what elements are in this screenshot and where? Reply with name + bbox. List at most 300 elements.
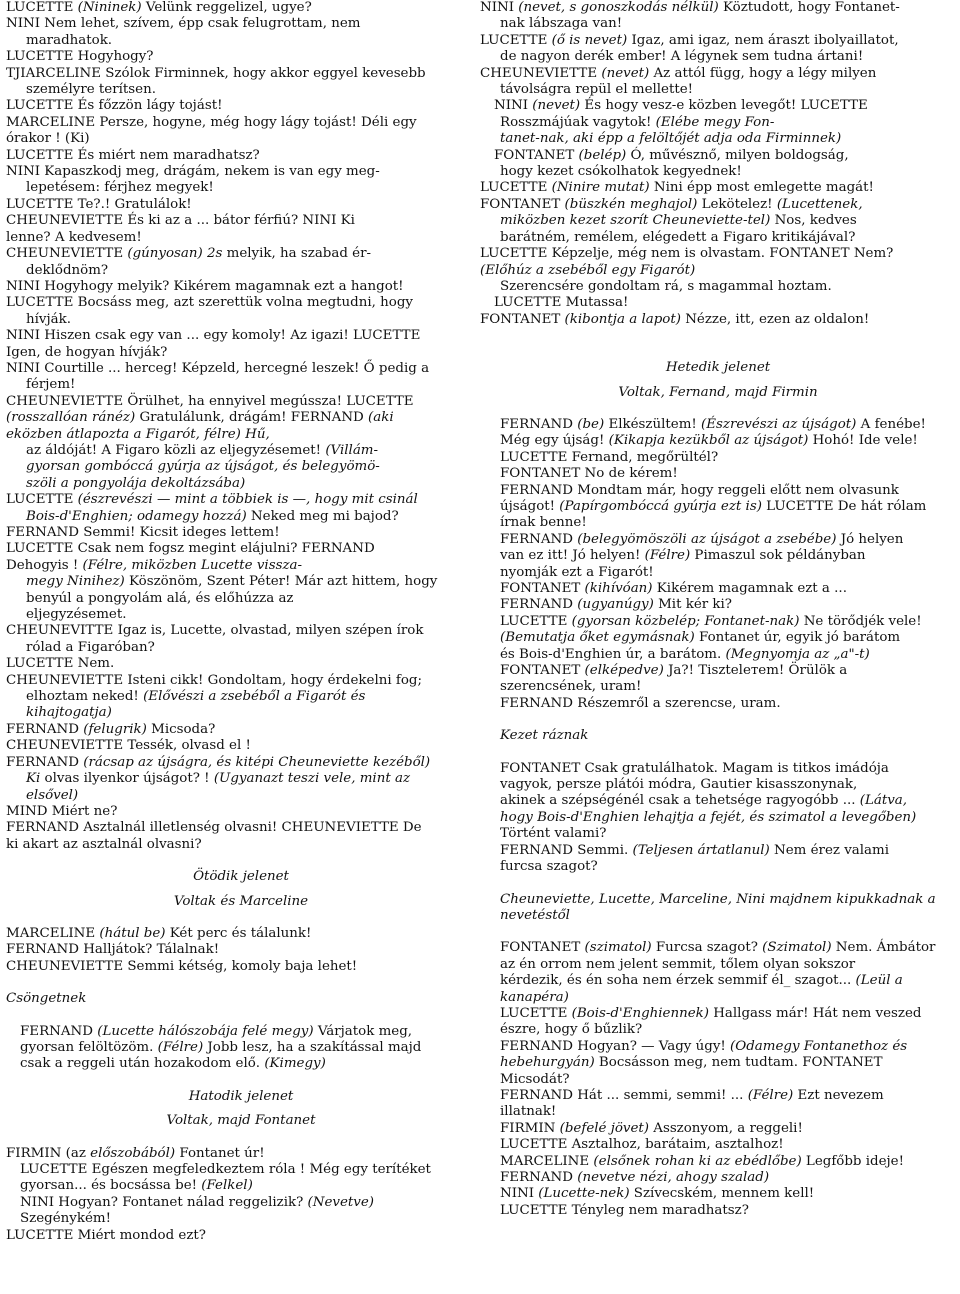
line-text: NINI Hiszen csak egy van ... egy komoly! Az igazi! LUCETTE <box>6 328 421 344</box>
line-text: nak lábszaga van! <box>500 16 623 32</box>
dialogue-line <box>480 433 956 449</box>
line-text: FONTANET Csak gratulálhatok. Magam is titkos imádója <box>500 760 889 776</box>
stage-direction: Csöngetnek <box>6 991 87 1007</box>
stage-direction: (belép) <box>578 147 627 163</box>
line-text: LUCETTE És főzzön lágy tojást! <box>6 98 223 114</box>
scene-heading <box>6 1113 476 1129</box>
line-text: hogy kezet csókolhatok kegyednek! <box>500 164 742 180</box>
line-text: CHEUNEVITTE Igaz is, Lucette, olvastad, milyen szépen írok <box>6 623 424 639</box>
dialogue-line <box>480 908 956 924</box>
line-text: LUCETTE És miért nem maradhatsz? <box>6 147 260 163</box>
line-text: újságot! <box>500 498 560 514</box>
dialogue-line <box>6 771 476 787</box>
stage-direction: Cheuneviette, Lucette, Marceline, Nini majdnem kipukkadnak a <box>500 891 936 907</box>
dialogue-line <box>480 49 956 65</box>
line-text: távolságra repül el mellette! <box>500 82 694 98</box>
stage-direction: eközben átlapozta a Figarót, félre) Hű, <box>6 426 270 442</box>
line-text: illatnak! <box>500 1104 557 1120</box>
dialogue-line <box>6 295 476 311</box>
line-text: FONTANET <box>480 196 565 212</box>
line-text: Pimaszul sok példányban <box>690 548 866 564</box>
dialogue-line <box>480 990 956 1006</box>
line-text: az én orrom nem jelent semmit, tőlem olyan sokszor <box>500 956 856 972</box>
line-text: NINI Hogyan? Fontanet nálad reggelizik? <box>20 1194 308 1210</box>
stage-direction: (Látva, <box>859 793 908 809</box>
stage-direction: (Félre) <box>747 1087 794 1103</box>
scene-heading <box>480 360 956 376</box>
line-text: furcsa szagot? <box>500 859 598 875</box>
dialogue-line <box>480 213 956 229</box>
line-text: deklődnöm? <box>26 262 109 278</box>
line-text: az áldóját! A Figaro közli az eljegyzésemet! <box>26 442 326 458</box>
spacer <box>480 344 956 360</box>
line-text: FERNAND <box>6 754 84 770</box>
line-text: Köszönöm, Szent Péter! Már azt hittem, hogy <box>124 574 438 590</box>
dialogue-line <box>480 246 956 262</box>
line-text: FERNAND Részemről a szerencse, uram. <box>500 695 781 711</box>
line-text: LUCETTE Nem. <box>6 656 115 672</box>
dialogue-line <box>480 1154 956 1170</box>
line-text: MIND Miért ne? <box>6 803 118 819</box>
spacer <box>480 924 956 940</box>
line-text: maradhatok. <box>26 32 113 48</box>
stage-direction: (Lucettenek, <box>776 196 863 212</box>
dialogue-line <box>480 892 956 908</box>
dialogue-line <box>6 673 476 689</box>
dialogue-line <box>6 0 476 16</box>
stage-direction: kihajtogatja) <box>26 705 112 721</box>
line-text: LUCETTE Hogyhogy? <box>6 49 154 65</box>
line-text: FERNAND <box>500 597 578 613</box>
line-text: benyúl a pongyolám alá, és előhúzza az <box>26 590 294 606</box>
line-text: FIRMIN <box>500 1120 560 1136</box>
scene-heading <box>6 869 476 885</box>
dialogue-line <box>480 466 956 482</box>
dialogue-line <box>480 647 956 663</box>
dialogue-line <box>6 705 476 721</box>
line-text: Nos, kedves <box>770 213 857 229</box>
dialogue-line <box>480 663 956 679</box>
line-text: de nagyon derék ember! A légynek sem tudna ártani! <box>500 49 864 65</box>
dialogue-line <box>480 312 956 328</box>
line-text: Jó helyen <box>836 531 904 547</box>
dialogue-line <box>6 1162 476 1178</box>
dialogue-line <box>480 0 956 16</box>
stage-direction: (Lucette-nek) <box>538 1186 630 1202</box>
line-text: LUCETTE <box>6 492 78 508</box>
dialogue-line <box>480 164 956 180</box>
dialogue-line <box>6 1228 476 1244</box>
dialogue-line <box>6 312 476 328</box>
dialogue-line <box>480 1170 956 1186</box>
dialogue-line <box>480 1186 956 1202</box>
stage-direction: (belegyömöszöli az újságot a zsebébe) <box>577 531 837 547</box>
dialogue-line <box>480 180 956 196</box>
dialogue-line <box>6 345 476 361</box>
dialogue-line <box>6 377 476 393</box>
stage-direction: hogy Bois-d'Enghien lehajtja a fejét, és szimatol a levegőben) <box>500 809 917 825</box>
line-text: MARCELINE <box>500 1153 594 1169</box>
stage-direction: (Odamegy Fontanethoz és <box>730 1038 908 1054</box>
stage-direction: (gúnyosan) 2s <box>127 246 223 262</box>
line-text: Történt valami? <box>500 826 607 842</box>
line-text: LUCETTE Csak nem fogsz megint elájulni? FERNAND <box>6 541 375 557</box>
line-text: NINI <box>500 1186 539 1202</box>
line-text: szerencsének, uram! <box>500 679 642 695</box>
stage-direction: (Felkel) <box>201 1178 253 1194</box>
dialogue-line <box>6 689 476 705</box>
line-text: Velünk reggelizel, ugye? <box>141 0 312 15</box>
spacer <box>6 1073 476 1089</box>
line-text: Dehogyis ! <box>6 557 83 573</box>
line-text: LUCETTE Te?.! Gratulálok! <box>6 196 192 212</box>
stage-direction: nevetéstől <box>500 907 570 923</box>
line-text: FONTANET No de kérem! <box>500 466 678 482</box>
line-text: Igaz, ami igaz, nem áraszt ibolyaillatot, <box>627 32 899 48</box>
line-text: FONTANET <box>500 663 585 679</box>
stage-direction: (Kimegy) <box>264 1056 326 1072</box>
dialogue-line <box>480 761 956 777</box>
line-text: barátném, remélem, elégedett a Figaro kritikájával? <box>500 229 856 245</box>
dialogue-line <box>480 450 956 466</box>
spacer <box>480 328 956 344</box>
stage-direction: (felugrik) <box>83 721 147 737</box>
line-text: olvas ilyenkor újságot? ! <box>40 771 214 787</box>
line-text: FERNAND <box>500 531 578 547</box>
stage-direction: (kibontja a lapot) <box>564 311 681 327</box>
dialogue-line <box>6 991 476 1007</box>
stage-direction: tanet-nak, aki épp a felöltőjét adja oda Firminnek) <box>500 131 842 147</box>
line-text: észre, hogy ő bűzlik? <box>500 1022 643 1038</box>
stage-direction: (észrevészi — mint a többiek is —, hogy mit csinál <box>77 492 418 508</box>
stage-direction: gyorsan gombóccá gyúrja az újságot, és belegyömö- <box>26 459 380 475</box>
line-text: LUCETTE <box>480 32 552 48</box>
stage-direction: (Félre, miközben Lucette vissza- <box>82 557 303 573</box>
dialogue-line <box>6 197 476 213</box>
dialogue-line <box>480 614 956 630</box>
dialogue-line <box>480 279 956 295</box>
spacer <box>6 1105 476 1113</box>
line-text: LUCETTE <box>500 613 572 629</box>
dialogue-line <box>480 82 956 98</box>
stage-direction: (Elővészi a zsebéből a Figarót és <box>143 689 366 705</box>
scene-heading-text: Voltak, majd Fontanet <box>166 1113 316 1129</box>
line-text: LUCETTE <box>500 1005 572 1021</box>
line-text: Bocsásson meg, nem tudtam. FONTANET <box>594 1055 883 1071</box>
scene-heading <box>6 894 476 910</box>
line-text: TJIARCELINE Szólok Firminnek, hogy akkor eggyel kevesebb <box>6 65 426 81</box>
dialogue-line <box>480 515 956 531</box>
line-text: órakor ! (Ki) <box>6 131 90 147</box>
dialogue-line <box>480 417 956 433</box>
spacer <box>480 745 956 761</box>
line-text: vagyok, persze plátói módra, Gautier kisasszonynak, <box>500 777 858 793</box>
right-column <box>480 0 956 1219</box>
stage-direction: (Villám- <box>325 442 379 458</box>
line-text: Nem. Ámbátor <box>831 940 936 956</box>
dialogue-line <box>6 541 476 557</box>
dialogue-line <box>480 973 956 989</box>
line-text: LUCETTE Képzelje, még nem is olvastam. FONTANET Nem? <box>480 246 894 262</box>
dialogue-line <box>6 607 476 623</box>
stage-direction: (Bemutatja őket egymásnak) <box>500 630 695 646</box>
stage-direction: (Ugyanazt teszi vele, mint az <box>213 771 411 787</box>
dialogue-line <box>6 279 476 295</box>
line-text: A fenébe! <box>856 416 926 432</box>
dialogue-line <box>6 804 476 820</box>
dialogue-line <box>6 574 476 590</box>
spacer <box>6 1008 476 1024</box>
line-text: FERNAND Asztalnál illetlenség olvasni! CHEUNEVIETTE De <box>6 820 422 836</box>
dialogue-line <box>6 525 476 541</box>
line-text: Hohó! Ide vele! <box>808 433 918 449</box>
line-text: nyomják ezt a Figarót! <box>500 564 654 580</box>
stage-direction: (nevet, s gonoszkodás nélkül) <box>518 0 719 15</box>
stage-direction: (büszkén meghajol) <box>564 196 698 212</box>
line-text: LUCETTE Fernand, megőrültél? <box>500 449 719 465</box>
dialogue-line <box>480 1203 956 1219</box>
line-text: lenne? A kedvesem! <box>6 229 142 245</box>
line-text: Legfőbb ideje! <box>801 1153 904 1169</box>
stage-direction: (Megnyomja az „a"-t) <box>725 646 870 662</box>
dialogue-line <box>480 859 956 875</box>
dialogue-line <box>6 246 476 262</box>
stage-direction: (ugyanúgy) <box>577 597 654 613</box>
line-text: LUCETTE Mutassa! <box>494 295 629 311</box>
line-text: FIRMIN (az <box>6 1145 91 1161</box>
spacer <box>6 853 476 869</box>
dialogue-line <box>480 826 956 842</box>
stage-direction: Bois-d'Enghien; odamegy hozzá) <box>26 508 247 524</box>
spacer <box>6 910 476 926</box>
dialogue-line <box>6 443 476 459</box>
dialogue-line <box>6 361 476 377</box>
dialogue-line <box>6 942 476 958</box>
line-text: FONTANET <box>500 581 585 596</box>
line-text: NINI Courtille ... herceg! Képzeld, hercegné leszek! Ő pedig a <box>6 360 430 376</box>
dialogue-line <box>480 1072 956 1088</box>
dialogue-line <box>6 1040 476 1056</box>
dialogue-line <box>6 656 476 672</box>
dialogue-line <box>480 940 956 956</box>
dialogue-line <box>480 295 956 311</box>
line-text: LUCETTE Miért mondod ezt? <box>6 1227 206 1243</box>
left-column <box>6 0 476 1244</box>
dialogue-line <box>6 394 476 410</box>
line-text: akinek a szépségénél csak a tehetsége ragyogóbb ... <box>500 793 860 809</box>
dialogue-line <box>6 591 476 607</box>
dialogue-line <box>480 148 956 164</box>
stage-direction: (nevet) <box>532 98 581 114</box>
stage-direction: Ki <box>26 771 41 787</box>
stage-direction: (elképedve) <box>584 663 664 679</box>
dialogue-line <box>480 532 956 548</box>
stage-direction: (Papírgombóccá gyúrja ezt is) <box>559 498 762 514</box>
dialogue-line <box>480 581 956 597</box>
stage-direction: (Kikapja kezükből az újságot) <box>608 433 809 449</box>
dialogue-line <box>480 483 956 499</box>
line-text: eljegyzésemet. <box>26 607 127 623</box>
line-text: ki akart az asztalnál olvasni? <box>6 836 202 852</box>
stage-direction: (Lucette hálószobája felé megy) <box>97 1023 314 1039</box>
line-text: és Bois-d'Enghien úr, a barátom. <box>500 646 726 662</box>
stage-direction: (Félre) <box>644 548 691 564</box>
line-text: gyorsan... és bocsássa be! <box>20 1178 202 1194</box>
line-text: Rosszmájúak vagytok! <box>500 114 656 130</box>
dialogue-line <box>6 180 476 196</box>
line-text: hívják. <box>26 311 71 327</box>
stage-direction: (kihívóan) <box>584 581 653 596</box>
line-text: Szegénykém! <box>20 1211 111 1227</box>
line-text: CHEUNEVIETTE Tessék, olvasd el ! <box>6 738 251 754</box>
stage-direction: (rosszallóan ránéz) <box>6 410 136 426</box>
stage-direction: hebehurgyán) <box>500 1055 595 1071</box>
dialogue-line <box>480 1121 956 1137</box>
dialogue-line <box>6 1056 476 1072</box>
dialogue-line <box>480 957 956 973</box>
line-text: Még egy újság! <box>500 433 609 449</box>
line-text: Fontanet úr, egyik jó barátom <box>694 630 901 646</box>
line-text: Furcsa szagot? <box>651 940 763 956</box>
line-text: Elkészültem! <box>604 416 702 432</box>
dialogue-line <box>6 115 476 131</box>
dialogue-line <box>6 738 476 754</box>
dialogue-line <box>6 148 476 164</box>
dialogue-line <box>6 66 476 82</box>
stage-direction: (Elébe megy Fon- <box>655 114 775 130</box>
line-text: MARCELINE Persze, hogyne, még hogy lágy tojást! Déli egy <box>6 114 417 130</box>
line-text: gyorsan felöltözöm. <box>20 1039 158 1055</box>
scene-heading-text: Hatodik jelenet <box>188 1088 294 1104</box>
dialogue-line <box>480 115 956 131</box>
dialogue-line <box>480 1022 956 1038</box>
dialogue-line <box>480 843 956 859</box>
line-text: LUCETTE Egészen megfeledkeztem róla ! Még egy terítéket <box>20 1162 431 1177</box>
stage-direction: kanapéra) <box>500 989 569 1005</box>
line-text: férjem! <box>26 377 76 393</box>
stage-direction: (Nininek) <box>77 0 142 15</box>
line-text: Kikérem magamnak ezt a ... <box>652 581 847 596</box>
line-text: LUCETTE Asztalhoz, barátaim, asztalhoz! <box>500 1137 784 1153</box>
dialogue-line <box>480 230 956 246</box>
line-text: FERNAND Hát ... semmi, semmi! ... <box>500 1087 748 1103</box>
dialogue-line <box>6 509 476 525</box>
dialogue-line <box>6 640 476 656</box>
line-text: MARCELINE <box>6 925 100 941</box>
dialogue-line <box>480 131 956 147</box>
line-text: Igen, de hogyan hívják? <box>6 344 168 360</box>
dialogue-line <box>6 492 476 508</box>
stage-direction: (Bois-d'Enghiennek) <box>571 1005 709 1021</box>
dialogue-line <box>480 777 956 793</box>
line-text: Ja?! Tisztelетem! Örülök a <box>663 663 848 679</box>
line-text: FERNAND <box>500 416 578 432</box>
stage-direction: (elsőnek rohan ki az ebédlőbe) <box>593 1153 802 1169</box>
line-text: CHEUNEVIETTE És ki az a ... bátor férfiú? NINI Ki <box>6 213 355 229</box>
dialogue-line <box>480 597 956 613</box>
dialogue-line <box>480 263 956 279</box>
stage-direction: (Szimatol) <box>762 940 832 956</box>
line-text: Neked meg mi bajod? <box>246 508 399 524</box>
dialogue-line <box>480 1088 956 1104</box>
dialogue-line <box>480 565 956 581</box>
dialogue-line <box>6 427 476 443</box>
line-text: Nini épp most emlegette magát! <box>649 180 874 196</box>
stage-direction: (rácsap az újságra, és kitépi Cheuneviette kezéből) <box>83 754 431 770</box>
line-text: CHEUNEVIETTE <box>6 246 128 262</box>
line-text: melyik, ha szabad ér- <box>222 246 372 262</box>
dialogue-line <box>6 1178 476 1194</box>
dialogue-line <box>6 722 476 738</box>
scene-heading-text: Ötödik jelenet <box>193 869 289 885</box>
line-text: Gratulálunk, drágám! FERNAND <box>135 410 369 426</box>
dialogue-line <box>6 82 476 98</box>
line-text: kérdezik, és én soha nem érzek semmif él_ szagot... <box>500 973 856 989</box>
dialogue-line <box>6 33 476 49</box>
stage-direction: (ő is nevet) <box>551 32 628 48</box>
dialogue-line <box>480 98 956 114</box>
line-text: elhoztam neked! <box>26 689 144 705</box>
stage-direction: megy Ninihez) <box>26 574 125 590</box>
dialogue-line <box>6 16 476 32</box>
scene-heading <box>480 385 956 401</box>
line-text: lepetésem: férjhez megyek! <box>26 180 214 196</box>
dialogue-line <box>6 820 476 836</box>
dialogue-line <box>480 630 956 646</box>
line-text: CHEUNEVIETTE Semmi kétség, komoly baja lehet! <box>6 958 358 974</box>
stage-direction: (Ninire mutat) <box>551 180 650 196</box>
line-text: FONTANET <box>500 940 585 956</box>
dialogue-line <box>6 558 476 574</box>
line-text: LUCETTE De hát rólam <box>761 498 927 514</box>
line-text: FERNAND Semmi. <box>500 842 633 858</box>
stage-direction: (gyorsan közbelép; Fontanet-nak) <box>571 613 800 629</box>
line-text: FERNAND Semmi! Kicsit ideges lettem! <box>6 525 280 540</box>
dialogue-line <box>6 98 476 114</box>
dialogue-line <box>6 623 476 639</box>
line-text: Jobb lesz, ha a szakítással majd <box>203 1039 422 1055</box>
line-text: CHEUNEVIETTE Örülhet, ha ennyivel megússza! LUCETTE <box>6 393 414 409</box>
dialogue-line <box>6 328 476 344</box>
dialogue-line <box>6 410 476 426</box>
dialogue-line <box>6 1024 476 1040</box>
line-text: FERNAND Halljátok? Tálalnak! <box>6 942 220 958</box>
line-text: van ez itt! Jó helyen! <box>500 548 645 564</box>
dialogue-line <box>6 1195 476 1211</box>
stage-direction: előszobából) <box>90 1145 176 1161</box>
line-text: Mit kér ki? <box>653 597 732 613</box>
dialogue-line <box>6 926 476 942</box>
line-text: Ezt nevezem <box>793 1087 884 1103</box>
line-text: írnak benne! <box>500 515 587 531</box>
dialogue-line <box>480 728 956 744</box>
stage-direction: (nevetve nézi, ahogy szalad) <box>577 1170 770 1185</box>
dialogue-line <box>480 793 956 809</box>
dialogue-line <box>6 263 476 279</box>
spacer <box>480 876 956 892</box>
dialogue-line <box>6 788 476 804</box>
dialogue-line <box>480 66 956 82</box>
scene-heading-text: Voltak és Marceline <box>173 893 309 909</box>
stage-direction: (Észrevészi az újságot) <box>701 416 857 432</box>
stage-direction: elsővel) <box>26 787 79 803</box>
spacer <box>480 712 956 728</box>
line-text: NINI Hogyhogy melyik? Kikérem magamnak ezt a hangot! <box>6 278 404 294</box>
dialogue-line <box>6 1211 476 1227</box>
dialogue-line <box>480 696 956 712</box>
line-text: Ó, művésznő, milyen boldogság, <box>626 147 849 163</box>
line-text: FERNAND Hogyan? — Vagy úgy! <box>500 1038 731 1054</box>
